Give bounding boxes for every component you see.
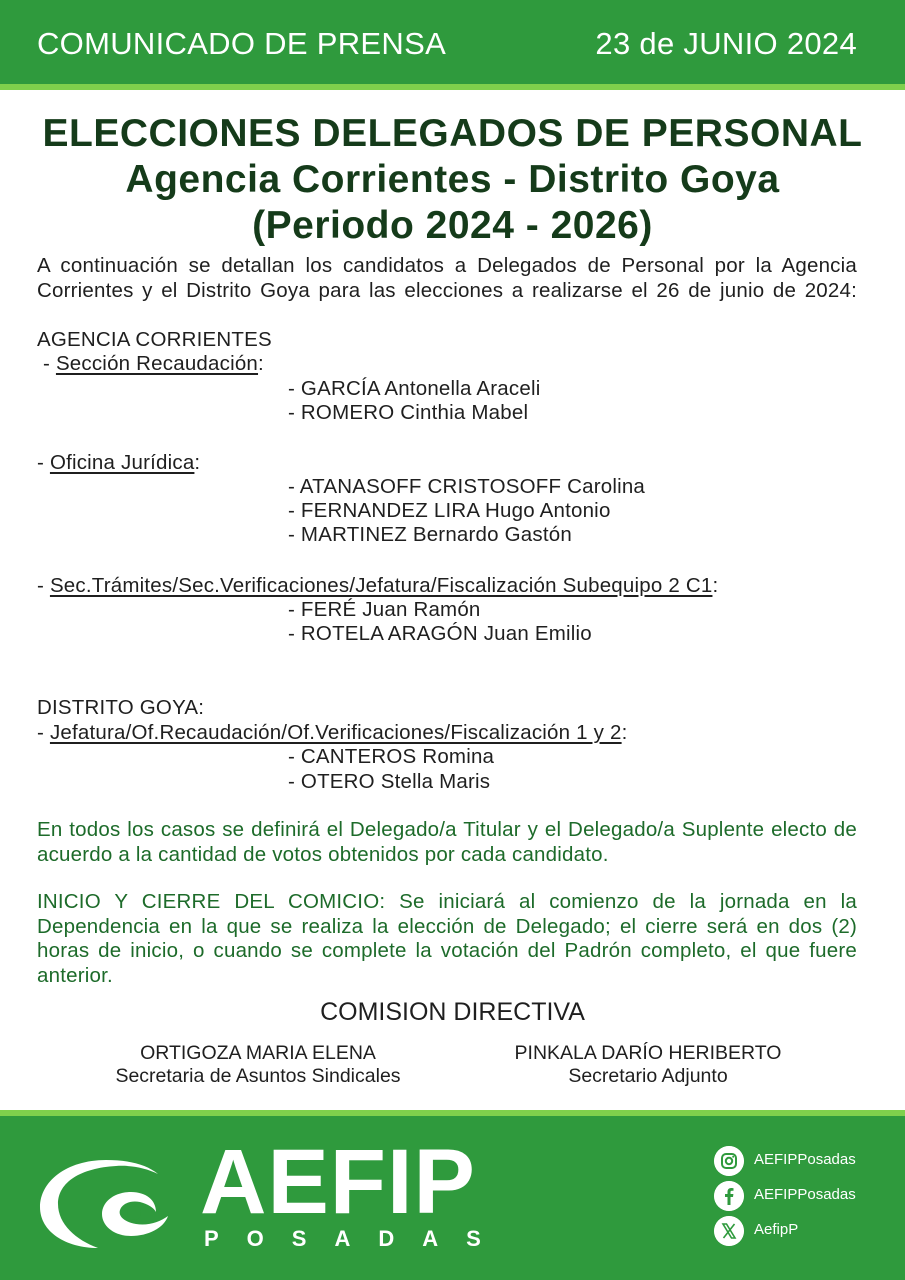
candidate: - OTERO Stella Maris — [288, 770, 491, 793]
social-instagram[interactable] — [714, 1146, 894, 1178]
section-header: - Jefatura/Of.Recaudación/Of.Verificaciones/Fiscalización 1 y 2: — [37, 721, 628, 744]
candidate: - ROMERO Cinthia Mabel — [288, 401, 529, 424]
candidate: - CANTEROS Romina — [288, 745, 495, 768]
aefip-logo-icon — [36, 1152, 176, 1252]
section-label: Oficina Jurídica — [49, 451, 195, 474]
header-date: 23 de JUNIO 2024 — [595, 26, 857, 61]
signature-name: PINKALA DARÍO HERIBERTO — [514, 1042, 782, 1064]
section-label: Jefatura/Of.Recaudación/Of.Verificaciones/Fiscalización 1 y 2 — [49, 721, 622, 744]
comision-heading: COMISION DIRECTIVA — [320, 998, 585, 1026]
distrito-title: DISTRITO GOYA: — [37, 696, 205, 719]
candidate: - FERNANDEZ LIRA Hugo Antonio — [288, 499, 611, 522]
instagram-icon — [714, 1146, 744, 1176]
period: (Periodo 2024 - 2026) — [252, 204, 653, 247]
section-header: - Sec.Trámites/Sec.Verificaciones/Jefatura/Fiscalización Subequipo 2 C1: — [37, 574, 719, 597]
candidate: - GARCÍA Antonella Araceli — [288, 377, 541, 400]
intro-paragraph — [37, 254, 857, 303]
signature-role: Secretaria de Asuntos Sindicales — [115, 1065, 401, 1087]
section-label: Sección Recaudación — [55, 352, 259, 375]
paragraph-comicio — [37, 890, 857, 988]
signature-left — [78, 1042, 438, 1088]
candidate: - FERÉ Juan Ramón — [288, 598, 481, 621]
candidate: - ROTELA ARAGÓN Juan Emilio — [288, 622, 592, 645]
agencia-title: AGENCIA CORRIENTES — [37, 328, 272, 351]
social-label: AEFIPPosadas — [754, 1151, 856, 1168]
comicio-line: Dependencia en la que se realiza la elección de Delegado; el cierre será en dos (2) — [37, 914, 857, 938]
main-title: ELECCIONES DELEGADOS DE PERSONAL — [42, 112, 863, 155]
intro-line-2: Corrientes y el Distrito Goya para las elecciones a realizarse el 26 de junio de 2024: — [37, 278, 857, 302]
comicio-line: anterior. — [37, 963, 113, 987]
header-title: COMUNICADO DE PRENSA — [37, 26, 447, 61]
section-header: - Sección Recaudación: — [43, 352, 264, 375]
footer — [0, 1116, 905, 1280]
section-label: Sec.Trámites/Sec.Verificaciones/Jefatura/Fiscalización Subequipo 2 C1 — [49, 574, 713, 597]
logo-subtitle: POSADAS — [204, 1226, 509, 1251]
candidate: - MARTINEZ Bernardo Gastón — [288, 523, 572, 546]
x-icon — [714, 1216, 744, 1246]
comicio-line: INICIO Y CIERRE DEL COMICIO: Se iniciará al comienzo de la jornada en la — [37, 890, 857, 913]
logo-wordmark: AEFIP — [200, 1131, 476, 1233]
paragraph-votes: En todos los casos se definirá el Delegado/a Titular y el Delegado/a Suplente electo de acuerdo a la cantidad de votos obtenidos por cada candidato. — [37, 818, 857, 866]
intro-line-1: A continuación se detallan los candidatos a Delegados de Personal por la Agencia — [37, 254, 857, 277]
comicio-line: horas de inicio, o cuando se complete la votación del Padrón completo, el que fuere — [37, 939, 857, 962]
candidate: - ATANASOFF CRISTOSOFF Carolina — [288, 475, 646, 498]
subtitle: Agencia Corrientes - Distrito Goya — [125, 158, 780, 201]
section-header: - Oficina Jurídica: — [37, 451, 201, 474]
signature-right — [468, 1042, 828, 1088]
facebook-icon — [714, 1181, 744, 1211]
signature-role: Secretario Adjunto — [568, 1065, 728, 1087]
social-label: AEFIPPosadas — [754, 1186, 856, 1203]
header-stripe — [0, 84, 905, 90]
signature-name: ORTIGOZA MARIA ELENA — [140, 1042, 376, 1064]
social-facebook[interactable] — [714, 1181, 894, 1213]
header-bar — [0, 0, 905, 84]
social-label: AefipP — [754, 1221, 799, 1238]
social-x[interactable] — [714, 1216, 894, 1248]
